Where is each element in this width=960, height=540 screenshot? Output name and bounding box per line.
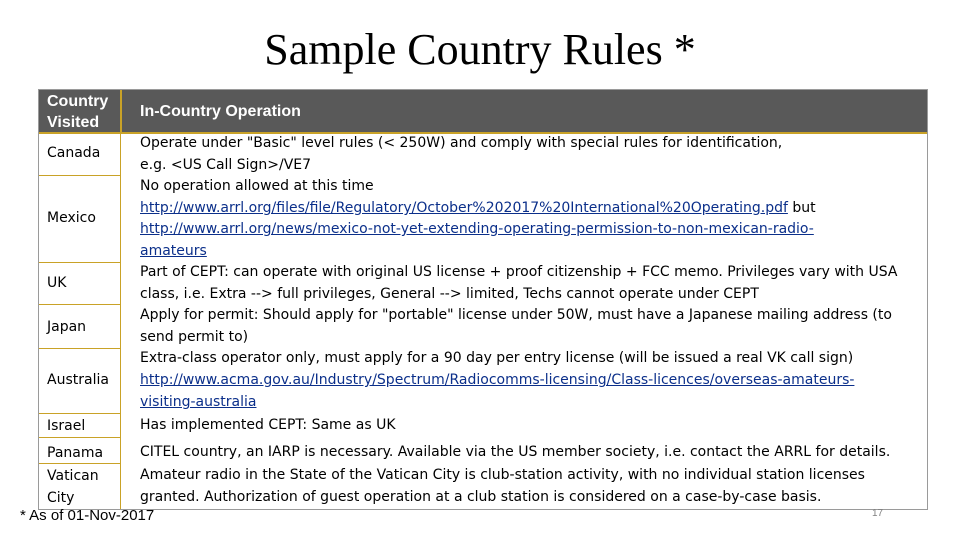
row-divider	[39, 304, 121, 305]
arrl-news-link-continued[interactable]: amateurs	[140, 243, 207, 259]
header-country-visited: Country Visited	[47, 93, 109, 131]
acma-link-continued[interactable]: visiting-australia	[140, 394, 257, 410]
row-divider	[39, 413, 121, 414]
country-vatican-city: Vatican City	[47, 468, 99, 506]
operation-line	[140, 370, 854, 392]
country-australia: Australia	[47, 372, 109, 388]
arrl-regulatory-link[interactable]: http://www.arrl.org/files/file/Regulatory/October%202017%20International%20Operating.pdf	[140, 200, 788, 216]
operation-line: Part of CEPT: can operate with original US license + proof citizenship + FCC memo. Privileges vary with USA	[140, 264, 898, 280]
operation-line	[140, 198, 816, 220]
arrl-news-link[interactable]: http://www.arrl.org/news/mexico-not-yet-extending-operating-permission-to-non-mexican-radio-	[140, 221, 814, 237]
operation-line	[140, 392, 256, 414]
operation-line: Amateur radio in the State of the Vatican City is club-station activity, with no individual station licenses	[140, 467, 865, 483]
row-divider	[39, 262, 121, 263]
row-divider	[39, 348, 121, 349]
row-divider	[39, 175, 121, 176]
operation-line: Operate under "Basic" level rules (< 250W) and comply with special rules for identification,	[140, 135, 783, 151]
column-divider	[120, 134, 121, 509]
operation-line: send permit to)	[140, 329, 249, 345]
page-number: 17	[872, 508, 884, 519]
slide-title: Sample Country Rules *	[264, 25, 696, 74]
table-header	[39, 90, 927, 134]
operation-line: No operation allowed at this time	[140, 178, 374, 194]
operation-line	[140, 219, 814, 241]
header-in-country-operation: In-Country Operation	[140, 103, 301, 120]
operation-line: Apply for permit: Should apply for "portable" license under 50W, must have a Japanese mailing address (to	[140, 307, 892, 323]
operation-line: Has implemented CEPT: Same as UK	[140, 417, 396, 433]
operation-line: class, i.e. Extra --> full privileges, General --> limited, Techs cannot operate under CEPT	[140, 286, 759, 302]
operation-line: Extra-class operator only, must apply for a 90 day per entry license (will be issued a real VK call sign)	[140, 350, 854, 366]
country-japan: Japan	[47, 319, 87, 335]
operation-line	[140, 241, 207, 263]
operation-line: CITEL country, an IARP is necessary. Available via the US member society, i.e. contact the ARRL for details.	[140, 444, 891, 460]
operation-line: e.g. <US Call Sign>/VE7	[140, 157, 312, 173]
acma-link[interactable]: http://www.acma.gov.au/Industry/Spectrum/Radiocomms-licensing/Class-licences/overseas-amateurs-	[140, 372, 855, 388]
country-uk: UK	[47, 275, 67, 291]
country-israel: Israel	[47, 418, 86, 434]
header-divider	[120, 90, 122, 132]
country-rules-table	[38, 89, 928, 510]
country-canada: Canada	[47, 145, 101, 161]
operation-line: granted. Authorization of guest operation at a club station is considered on a case-by-case basis.	[140, 489, 822, 505]
country-panama: Panama	[47, 445, 104, 461]
link-suffix: but	[787, 200, 816, 216]
footnote: * As of 01-Nov-2017	[20, 507, 155, 524]
row-divider	[39, 437, 121, 438]
row-divider	[39, 463, 121, 464]
country-mexico: Mexico	[47, 210, 96, 226]
